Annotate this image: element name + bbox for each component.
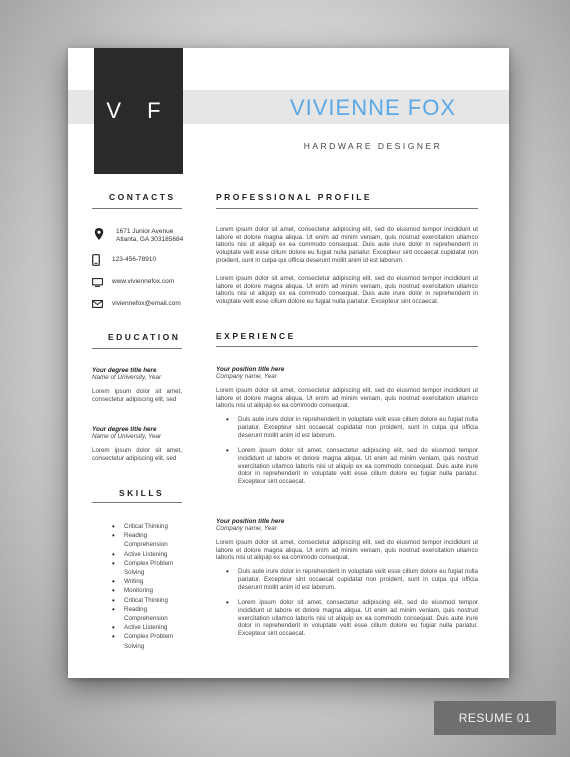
achievement-item: • Duis aute irure dolor in reprehenderit in voluptate velit esse cillum dolore eu fugiat nulla pariatur. Excepteur sint occaecat cupidatat non proident, sunt in culpa qui officia deserunt mollit anim id est laborum.	[216, 568, 478, 591]
achievement-list	[216, 416, 478, 486]
skill-item: • Reading Comprehension	[112, 605, 192, 623]
phone-text: 123-456-78910	[112, 256, 157, 263]
resume-number-badge	[434, 701, 556, 735]
location-pin-icon	[92, 228, 106, 240]
degree-title: Your degree title here	[92, 426, 157, 433]
university-name: Name of University, Year	[92, 374, 162, 381]
envelope-icon	[92, 300, 103, 308]
skills-list	[112, 522, 192, 651]
skill-item: • Critical Thinking	[112, 522, 192, 531]
education-rule	[92, 348, 182, 349]
address-text	[116, 228, 183, 244]
monogram-block	[94, 48, 183, 174]
experience-rule	[216, 346, 478, 347]
profile-paragraph-2: Lorem ipsum dolor sit amet, consectetur adipiscing elit, sed do eiusmod tempor incididunt ut labore et dolore magna aliqua. Ut enim ad minim veniam, quis nostrud exercitation ullamco laboris nisi ut aliquip ex ea commodo consequat. Duis aute irure dolor in reprehenderit in voluptate velit esse cillum dolore eu fugiat nulla pariatur. Excepteur sint occaecat.	[216, 275, 478, 306]
contact-email	[92, 300, 181, 308]
education-description: Lorem ipsum dolor sit amet, consectetur adipiscing elit, sed	[92, 447, 182, 462]
company-name: Company name, Year	[216, 373, 277, 380]
experience-entry	[216, 366, 478, 494]
skill-item: • Active Listening	[112, 623, 192, 632]
skill-item: • Active Listening	[112, 550, 192, 559]
website-text: www.viviennefox.com	[112, 278, 175, 285]
skill-item: • Reading Comprehension	[112, 531, 192, 549]
profile-paragraph-1: Lorem ipsum dolor sit amet, consectetur adipiscing elit, sed do eiusmod tempor incididunt ut labore et dolore magna aliqua. Ut enim ad minim veniam, quis nostrud exercitation ullamco laboris nisi ut aliquip ex ea commodo consequat. Duis aute irure dolor in reprehenderit in voluptate velit esse cillum dolore eu fugiat nulla pariatur. Excepteur sint occaecat cupidatat non proident, sunt in culpa qui officia deserunt mollit anim id est laborum.	[216, 226, 478, 264]
address-line-2: Atlanta, GA 303185684	[116, 236, 184, 243]
position-summary: Lorem ipsum dolor sit amet, consectetur adipiscing elit, sed do eiusmod tempor incididunt ut labore et dolore magna aliqua. Ut enim ad minim veniam, quis nostrud exercitation ullamco laboris nisi ut aliquip ex ea commodo consequat.	[216, 387, 478, 410]
skills-rule	[92, 502, 182, 503]
skill-item: • Complex Problem Solving	[112, 632, 192, 650]
skills-heading: SKILLS	[119, 488, 165, 498]
mobile-phone-icon	[92, 254, 100, 266]
achievement-item: • Duis aute irure dolor in reprehenderit in voluptate velit esse cillum dolore eu fugiat nulla pariatur. Excepteur sint occaecat cupidatat non proident, sunt in culpa qui officia deserunt mollit anim id est laborum.	[216, 416, 478, 439]
contact-website	[92, 278, 174, 287]
degree-title: Your degree title here	[92, 367, 157, 374]
skill-item: • Complex Problem Solving	[112, 559, 192, 577]
contacts-heading: CONTACTS	[109, 192, 176, 202]
achievement-list	[216, 568, 478, 638]
university-name: Name of University, Year	[92, 433, 162, 440]
achievement-item: • Lorem ipsum dolor sit amet, consectetur adipiscing elit, sed do eiusmod tempor incididunt ut labore et dolore magna aliqua. Ut enim ad minim veniam, quis nostrud exercitation ullamco laboris nisi ut aliquip ex ea commodo consequat. Duis aute irure dolor in reprehenderit in voluptate velit esse cillum dolore eu fugiat nulla pariatur. Excepteur sint occaecat.	[216, 599, 478, 638]
position-summary: Lorem ipsum dolor sit amet, consectetur adipiscing elit, sed do eiusmod tempor incididunt ut labore et dolore magna aliqua. Ut enim ad minim veniam, quis nostrud exercitation ullamco laboris nisi ut aliquip ex ea commodo consequat.	[216, 539, 478, 562]
monogram-text: V F	[106, 98, 171, 123]
education-item	[92, 367, 182, 403]
experience-entry	[216, 518, 478, 646]
contacts-rule	[92, 208, 182, 209]
monitor-icon	[92, 278, 103, 287]
achievement-item: • Lorem ipsum dolor sit amet, consectetur adipiscing elit, sed do eiusmod tempor incididunt ut labore et dolore magna aliqua. Ut enim ad minim veniam, quis nostrud exercitation ullamco laboris nisi ut aliquip ex ea commodo consequat. Duis aute irure dolor in reprehenderit in voluptate velit esse cillum dolore eu fugiat nulla pariatur. Excepteur sint occaecat.	[216, 447, 478, 486]
contact-phone	[92, 254, 156, 266]
position-title: Your position title here	[216, 366, 285, 373]
skill-item: • Critical Thinking	[112, 596, 192, 605]
job-title: HARDWARE DESIGNER	[303, 141, 443, 151]
badge-label: RESUME 01	[458, 711, 532, 725]
education-heading: EDUCATION	[108, 332, 181, 342]
company-name: Company name, Year	[216, 525, 277, 532]
address-line-1: 1671 Junior Avenue	[116, 228, 174, 235]
position-title: Your position title here	[216, 518, 285, 525]
resume-page	[68, 48, 509, 678]
education-description: Lorem ipsum dolor sit amet, consectetur adipiscing elit, sed	[92, 388, 182, 403]
skill-item: • Writing	[112, 577, 192, 586]
profile-rule	[216, 208, 478, 209]
email-text: viviennefox@email.com	[112, 300, 181, 307]
profile-heading: PROFESSIONAL PROFILE	[216, 192, 373, 202]
education-item	[92, 426, 182, 462]
skill-item: • Monitoring	[112, 586, 192, 595]
experience-heading: EXPERIENCE	[216, 331, 296, 341]
candidate-name: VIVIENNE FOX	[289, 95, 457, 120]
contact-address	[92, 228, 183, 244]
